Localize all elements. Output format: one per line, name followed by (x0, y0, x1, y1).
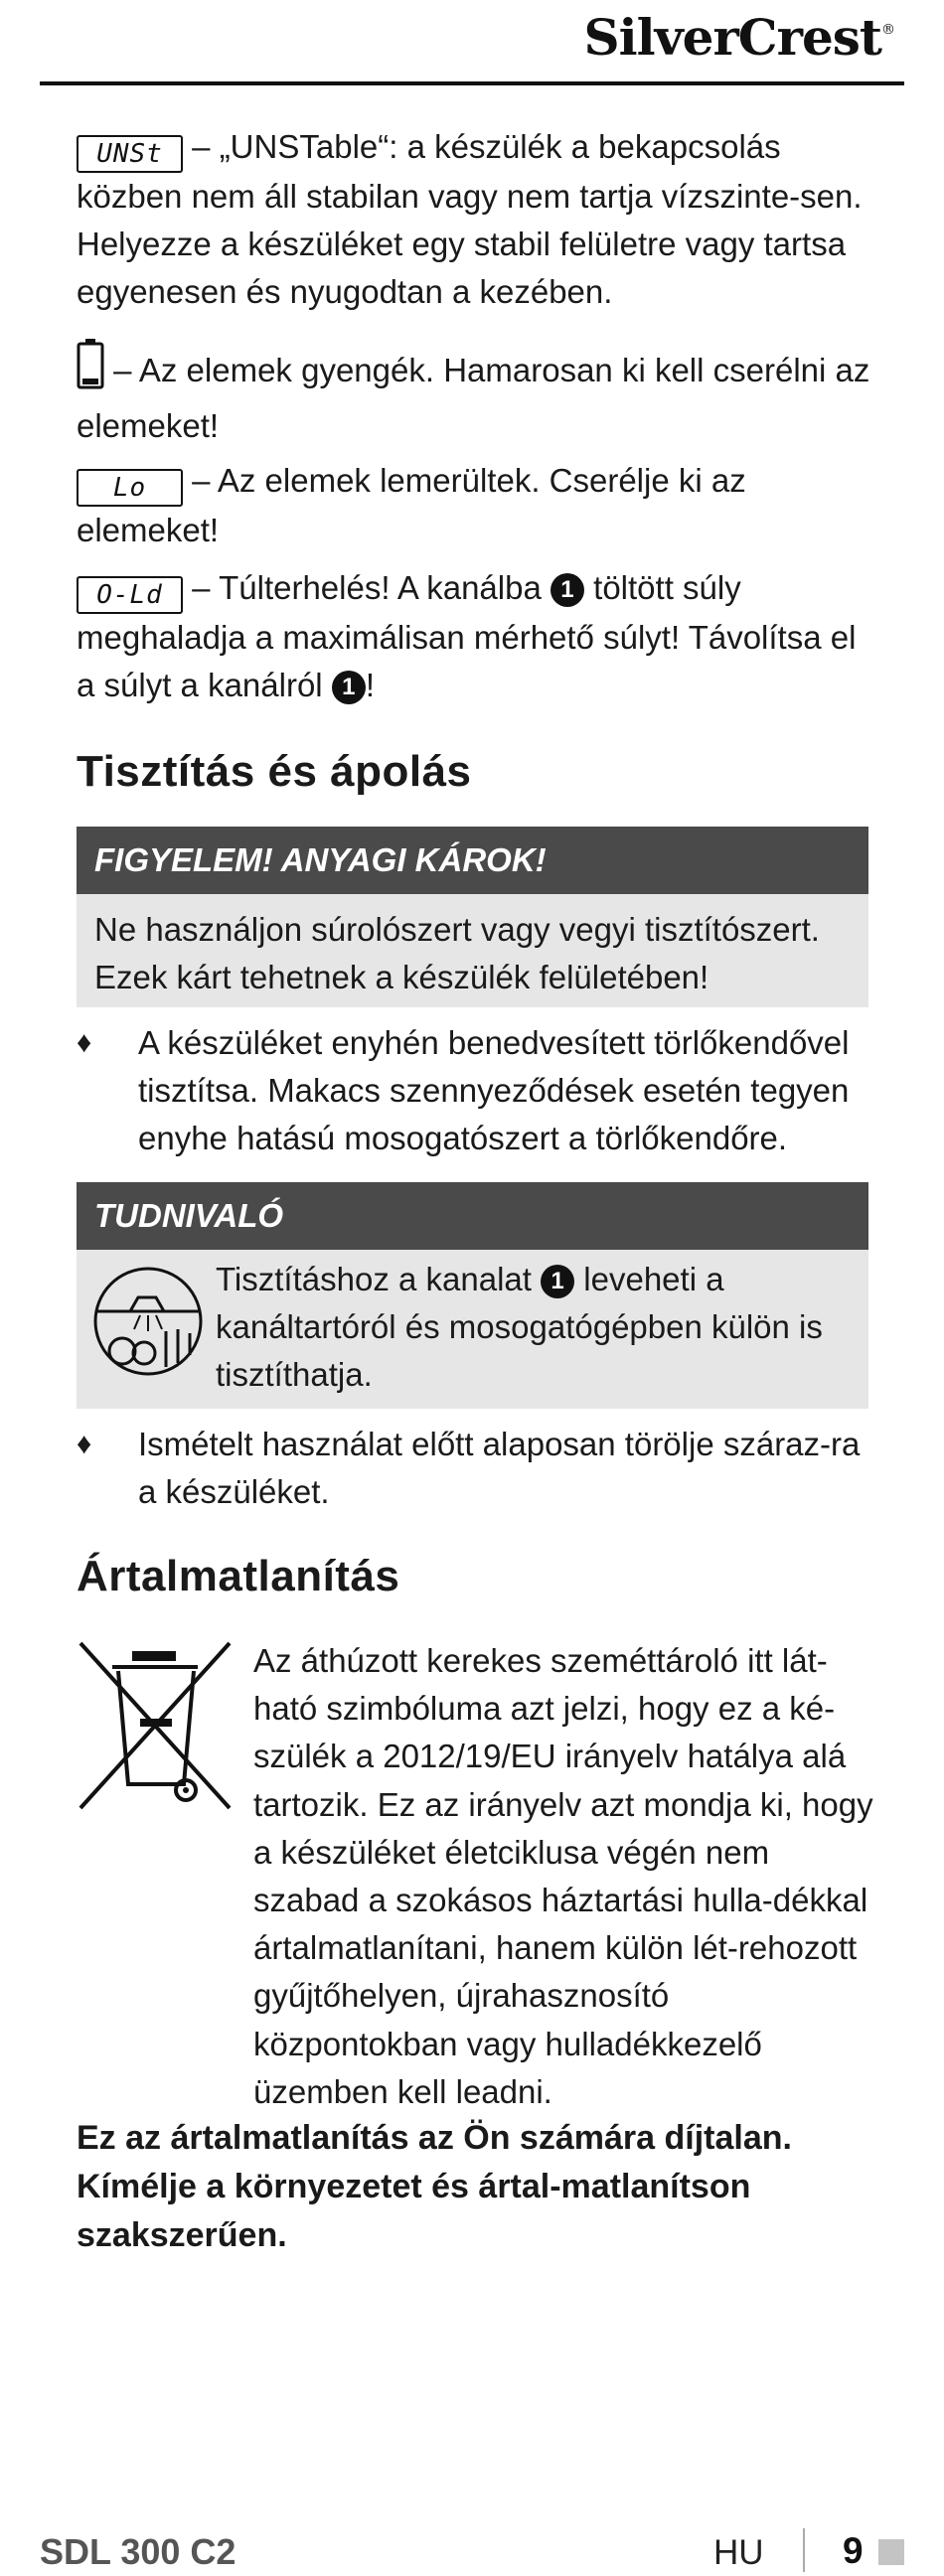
header-rule (40, 81, 904, 85)
lcd-unst: UNSt (77, 135, 183, 173)
status-lo (77, 457, 871, 554)
footer-marker (878, 2539, 904, 2565)
status-unst (77, 123, 871, 316)
disposal-bold-text: Ez az ártalmatlanítás az Ön számára díjtalan. Kímélje a környezetet és ártal-matlanítson szakszerűen. (77, 2119, 792, 2254)
section-title-disposal: Ártalmatlanítás (77, 1552, 400, 1600)
bullet-icon: ♦ (77, 1026, 92, 1059)
section-title-cleaning: Tisztítás és ápolás (77, 747, 472, 796)
status-old-text-1: – Túlterhelés! A kanálba (192, 569, 542, 606)
note-box (77, 1250, 868, 1409)
ref-number-icon: 1 (332, 671, 366, 704)
dishwasher-icon (90, 1264, 206, 1384)
brand-name: SilverCrest (583, 8, 881, 67)
lcd-lo: Lo (77, 469, 183, 507)
status-old-text-2: töltött súly meghaladja a maximálisan mérhető súlyt! Távolítsa el a súlyt a kanálról (77, 569, 857, 703)
note-bar: TUDNIVALÓ (77, 1182, 868, 1250)
brand-logo (584, 8, 895, 67)
warning-text: Ne használjon súrolószert vagy vegyi tisztítószert. Ezek kárt tehetnek a készülék felületében! (94, 911, 820, 995)
note-text (216, 1256, 852, 1399)
footer-separator (803, 2528, 805, 2572)
battery-low-icon (77, 338, 104, 402)
ref-number-icon: 1 (541, 1265, 574, 1298)
footer-language: HU (713, 2533, 764, 2572)
warning-bar: FIGYELEM! ANYAGI KÁROK! (77, 827, 868, 894)
footer-page-number: 9 (843, 2530, 864, 2571)
bullet-text: Ismételt használat előtt alaposan törölje száraz-ra a készüléket. (138, 1426, 861, 1510)
ref-number-icon: 1 (551, 573, 584, 607)
bullet-text: A készüléket enyhén benedvesített törlőkendővel tisztítsa. Makacs szennyeződések esetén tegyen enyhe hatású mosogatószert a törlőkendőre. (138, 1024, 850, 1156)
status-overload (77, 564, 871, 709)
status-old-text-3: ! (365, 667, 375, 703)
lcd-old: O-Ld (77, 576, 183, 614)
status-battery (77, 338, 871, 450)
note-text-1: Tisztításhoz a kanalat (216, 1261, 532, 1297)
footer-model: SDL 300 C2 (40, 2531, 236, 2572)
crossed-bin-icon (77, 1639, 236, 1821)
trademark: ® (881, 22, 894, 38)
status-unst-text: – „UNSTable“: a készülék a bekapcsolás közben nem áll stabilan vagy nem tartja vízszinte-sen. Helyezze a készüléket egy stabil felületre vagy tartsa egyenesen és nyugodtan a kezében. (77, 128, 863, 310)
disposal-text: Az áthúzott kerekes szeméttároló itt lát-ható szimbóluma azt jelzi, hogy ez a ké-szülék a 2012/19/EU irányelv hatálya alá tartozik. Ez az irányelv azt mondja ki, hogy a készüléket életciklusa végén nem szabad a szokásos háztartási hulla-dékkal ártalmatlanítani, hanem külön lét-rehozott gyűjtőhelyen, újrahasznosító központokban vagy hulladékkezelő üzemben kell leadni. (253, 1642, 873, 2110)
warning-box (77, 894, 868, 1007)
status-battery-text: – Az elemek gyengék. Hamarosan ki kell cserélni az elemeket! (77, 352, 870, 444)
status-lo-text: – Az elemek lemerültek. Cserélje ki az elemeket! (77, 462, 746, 548)
bullet-icon: ♦ (77, 1428, 92, 1460)
note-text-2: leveheti a kanáltartóról és mosogatógépben külön is tisztíthatja. (216, 1261, 823, 1393)
